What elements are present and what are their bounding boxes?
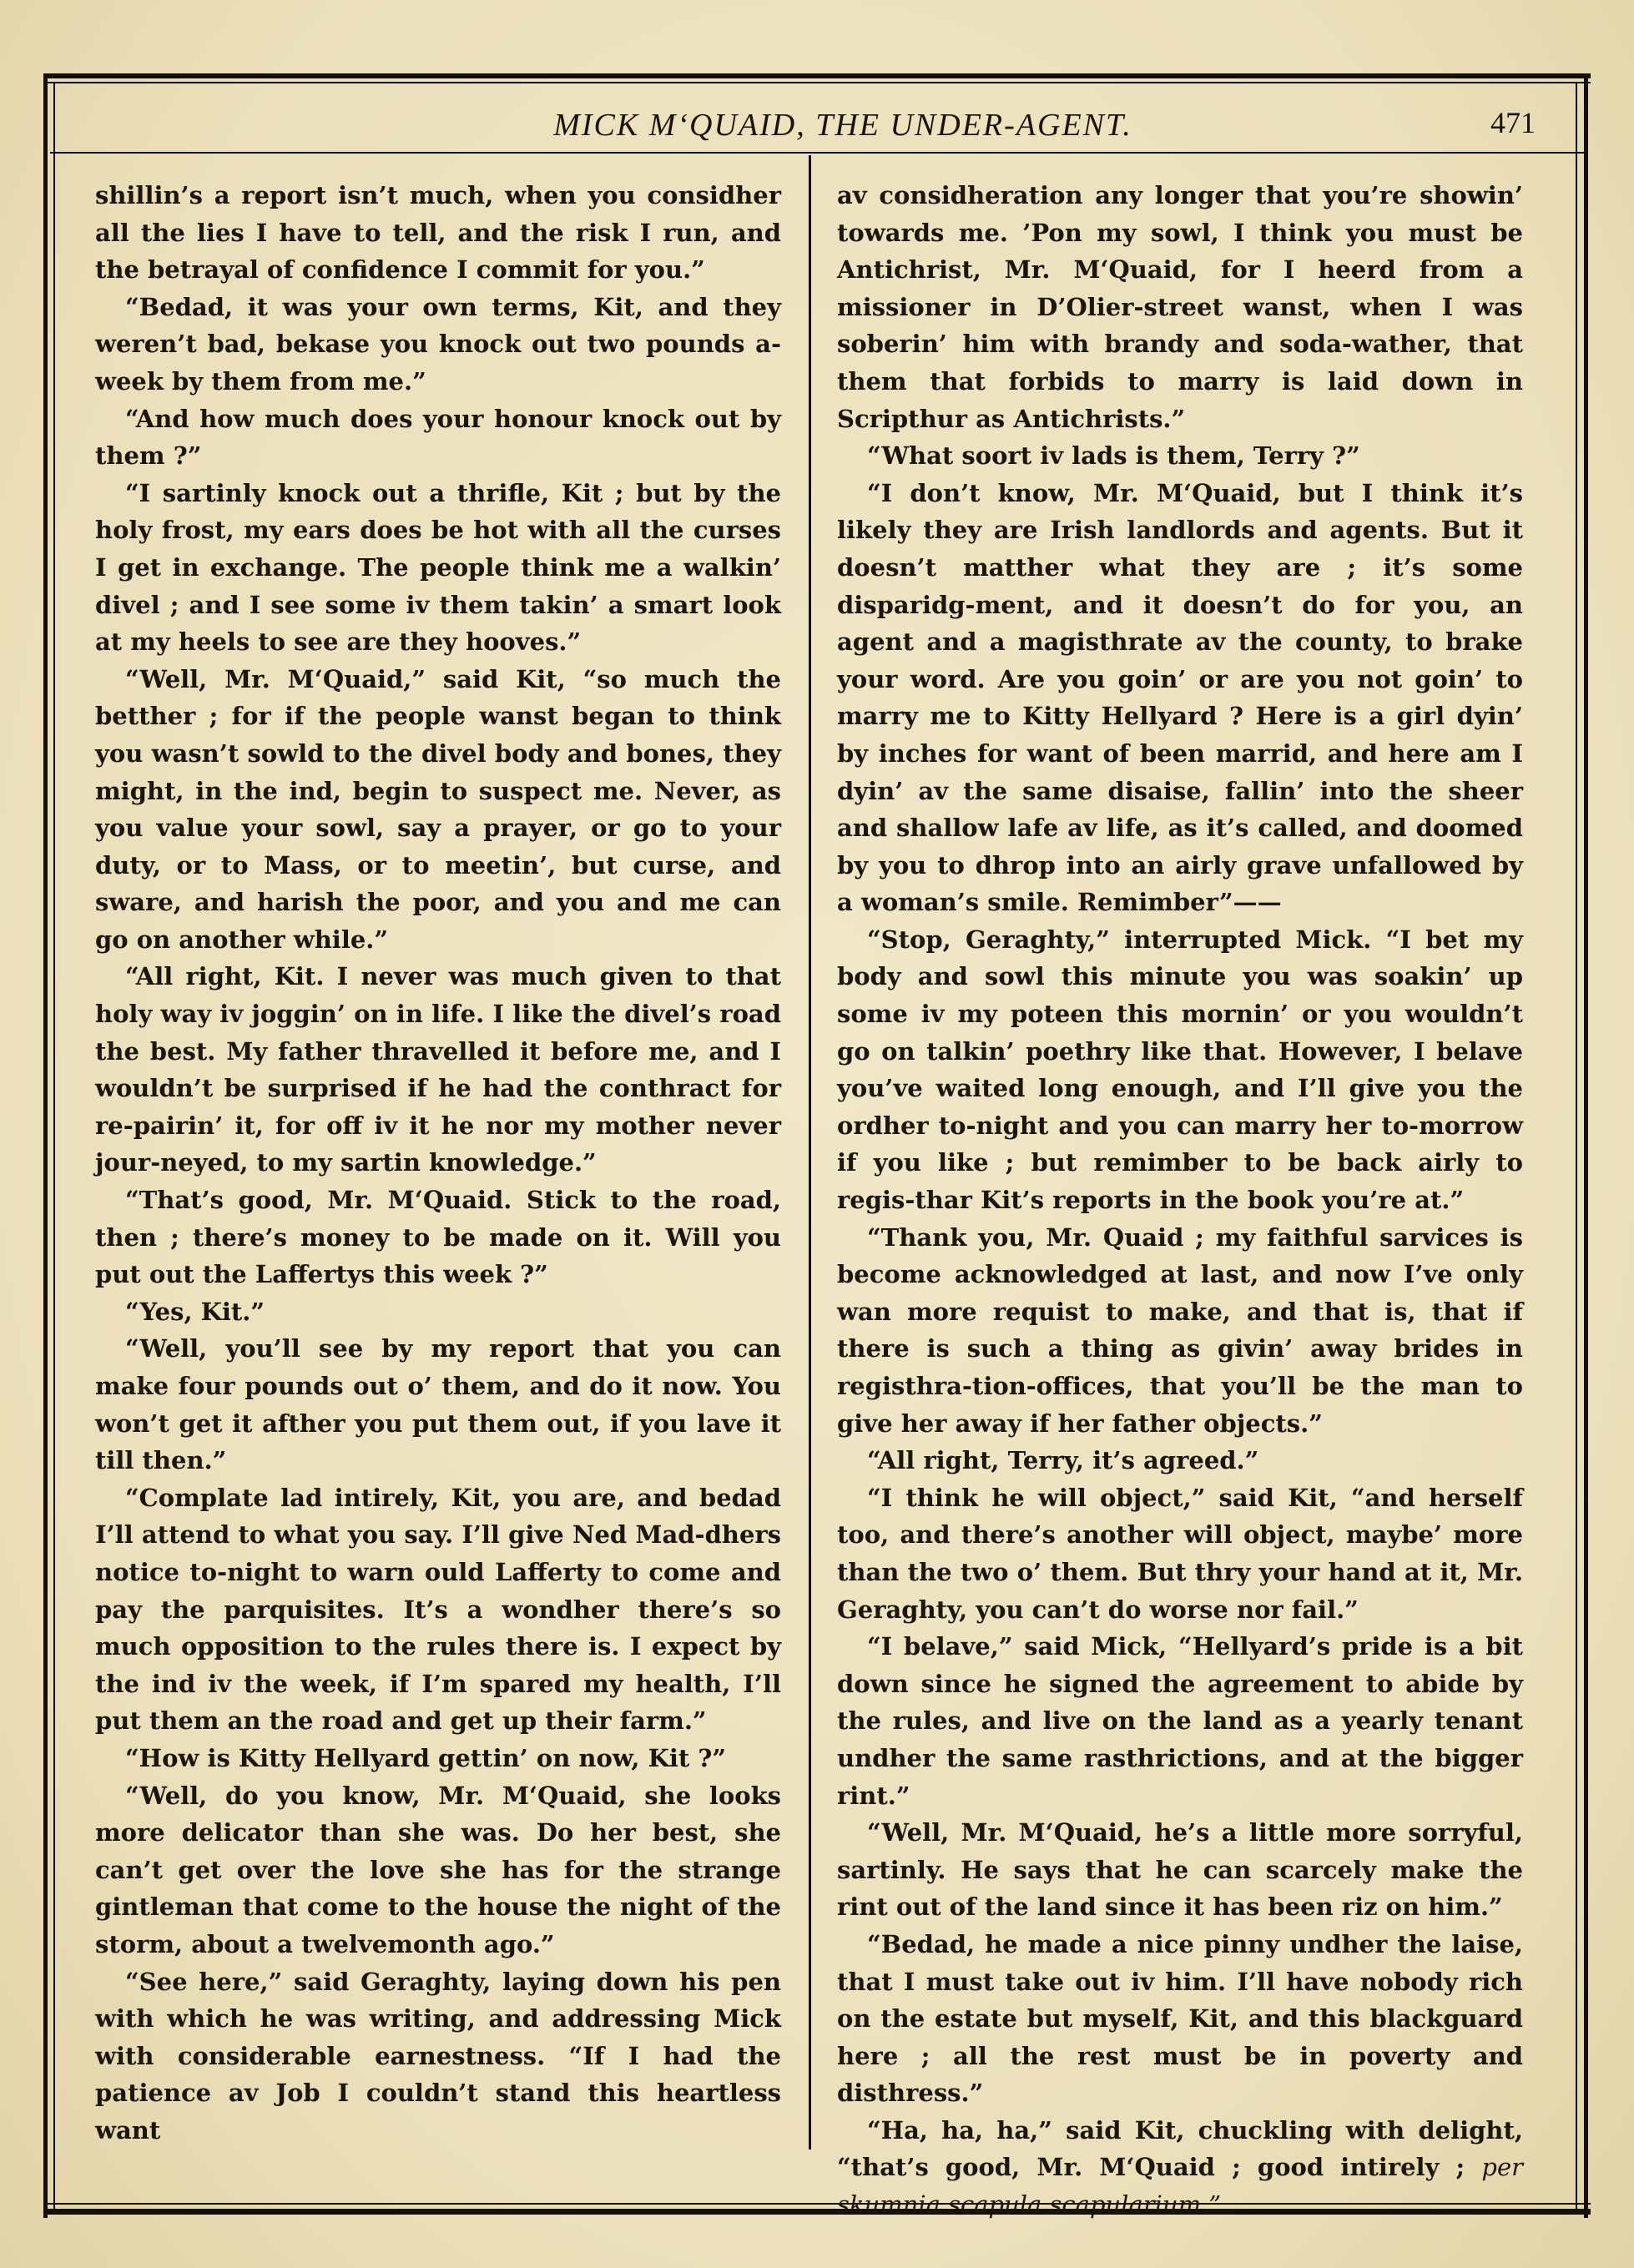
- paragraph: “Stop, Geraghty,” interrupted Mick. “I bet my body and sowl this minute you was soakin’ up some iv my poteen this mornin’ or you wouldn’t go on talkin’ poethry like that. However, I belave you’ve waited long enough, and I’ll give you the ordher to-night and you can marry her to-morrow if you like ; but remimber to be back airly to regis-thar Kit’s reports in the book you’re at.”: [837, 925, 1523, 1215]
- paragraph: shillin’s a report isn’t much, when you considher all the lies I have to tell, and the risk I run, and the betrayal of confidence I commit for you.”: [95, 181, 781, 285]
- paragraph: “I don’t know, Mr. M‘Quaid, but I think it’s likely they are Irish landlords and agents. But it doesn’t matther what they are ; it’s some disparidg-ment, and it doesn’t do for you, an agent and a magisthrate av the county, to brake your word. Are you goin’ or are you not goin’ to marry me to Kitty Hellyard ? Here is a girl dyin’ by inches for want of been marrid, and here am I dyin’ av the same disaise, fallin’ into the sheer and shallow lafe av life, as it’s called, and doomed by you to dhrop into an airly grave unfallowed by a woman’s smile. Remimber”——: [837, 478, 1523, 917]
- paragraph: “Well, Mr. M‘Quaid, he’s a little more sorryful, sartinly. He says that he can scarcely make the rint out of the land since it has been riz on him.”: [837, 1818, 1523, 1922]
- paragraph: “Well, you’ll see by my report that you can make four pounds out o’ them, and do it now. You won’t get it afther you put them out, if you lave it till then.”: [95, 1334, 781, 1475]
- page-number: 471: [1490, 106, 1536, 139]
- left-border-inner: [53, 82, 55, 2214]
- paragraph: “I think he will object,” said Kit, “and herself too, and there’s another will object, maybe’ more than the two o’ them. But thry your hand at it, Mr. Geraghty, you can’t do worse nor fail.”: [837, 1483, 1523, 1624]
- left-border-outer: [43, 73, 48, 2218]
- top-border-thick: [43, 73, 1591, 78]
- right-border-outer: [1584, 73, 1588, 2218]
- paragraph: “Yes, Kit.”: [125, 1297, 265, 1326]
- paragraph: “What soort iv lads is them, Terry ?”: [867, 441, 1360, 471]
- paragraph: “All right, Terry, it’s agreed.”: [867, 1446, 1259, 1475]
- paragraph: “Well, Mr. M‘Quaid,” said Kit, “so much the betther ; for if the people wanst began to think you wasn’t sowld to the divel body and bones, they might, in the ind, begin to suspect me. Never, as you value your sowl, say a prayer, or go to your duty, or to Mass, or to meetin’, but curse, and sware, and harish the poor, and you and me can go on another while.”: [95, 664, 781, 954]
- paragraph: av considheration any longer that you’re showin’ towards me. ’Pon my sowl, I think you must be Antichrist, Mr. M‘Quaid, for I heerd from a missioner in D’Olier-street wanst, when I was soberin’ him with brandy and soda-wather, that them that forbids to marry is laid down in Scripthur as Antichrists.”: [837, 181, 1523, 433]
- right-border-inner: [1576, 82, 1577, 2214]
- paragraph: “Thank you, Mr. Quaid ; my faithful sarvices is become acknowledged at last, and now I’ve only wan more requist to make, and that is, that if there is such a thing as givin’ away brides in registhra-tion-offices, that you’ll be the man to give her away if her father objects.”: [837, 1222, 1523, 1438]
- paragraph: “How is Kitty Hellyard gettin’ on now, Kit ?”: [125, 1743, 727, 1772]
- right-column: [837, 177, 1523, 2224]
- running-head-title: MICK M‘QUAID, THE UNDER-AGENT.: [553, 108, 1132, 143]
- latin-phrase: per skumnia scapula scapularium.”: [837, 2153, 1523, 2220]
- paragraph-text: “Ha, ha, ha,” said Kit, chuckling with delight, “that’s good, Mr. M‘Quaid ; good intirely ;: [837, 2115, 1523, 2182]
- paragraph: “I belave,” said Mick, “Hellyard’s pride is a bit down since he signed the agreement to abide by the rules, and live on the land as a yearly tenant undher the same rasthrictions, and at the bigger rint.”: [837, 1632, 1523, 1810]
- paragraph: “Complate lad intirely, Kit, you are, and bedad I’ll attend to what you say. I’ll give Ned Mad-dhers notice to-night to warn ould Lafferty to come and pay the parquisites. It’s a wondher there’s so much opposition to the rules there is. I expect by the ind iv the week, if I’m spared my health, I’ll put them an the road and get up their farm.”: [95, 1483, 781, 1736]
- top-border-thin: [43, 82, 1591, 83]
- left-column: [95, 177, 781, 2149]
- paragraph: “I sartinly knock out a thrifle, Kit ; but by the holy frost, my ears does be hot with all the curses I get in exchange. The people think me a walkin’ divel ; and I see some iv them takin’ a smart look at my heels to see are they hooves.”: [95, 478, 781, 657]
- column-divider: [809, 155, 811, 2150]
- paragraph: “See here,” said Geraghty, laying down his pen with which he was writing, and addressing Mick with considerable earnestness. “If I had the patience av Job I couldn’t stand this heartless want: [95, 1967, 781, 2145]
- paragraph: “Well, do you know, Mr. M‘Quaid, she looks more delicator than she was. Do her best, she can’t get over the love she has for the strange gintleman that come to the house the night of the storm, about a twelvemonth ago.”: [95, 1781, 781, 1958]
- paragraph: “All right, Kit. I never was much given to that holy way iv joggin’ on in life. I like the divel’s road the best. My father thravelled it before me, and I wouldn’t be surprised if he had the conthract for re-pairin’ it, for off iv it he nor my mother never jour-neyed, to my sartin knowledge.”: [95, 962, 781, 1177]
- paragraph: “That’s good, Mr. M‘Quaid. Stick to the road, then ; there’s money to be made on it. Will you put out the Laffertys this week ?”: [95, 1186, 781, 1289]
- paragraph: “Bedad, it was your own terms, Kit, and they weren’t bad, bekase you knock out two pounds a-week by them from me.”: [95, 292, 781, 396]
- paragraph: “And how much does your honour knock out by them ?”: [95, 404, 781, 471]
- header-underline: [50, 152, 1586, 154]
- paragraph: “Bedad, he made a nice pinny undher the laise, that I must take out iv him. I’ll have nobody rich on the estate but myself, Kit, and this blackguard here ; all the rest must be in poverty and disthress.”: [837, 1929, 1523, 2108]
- paragraph-final: [837, 2112, 1523, 2224]
